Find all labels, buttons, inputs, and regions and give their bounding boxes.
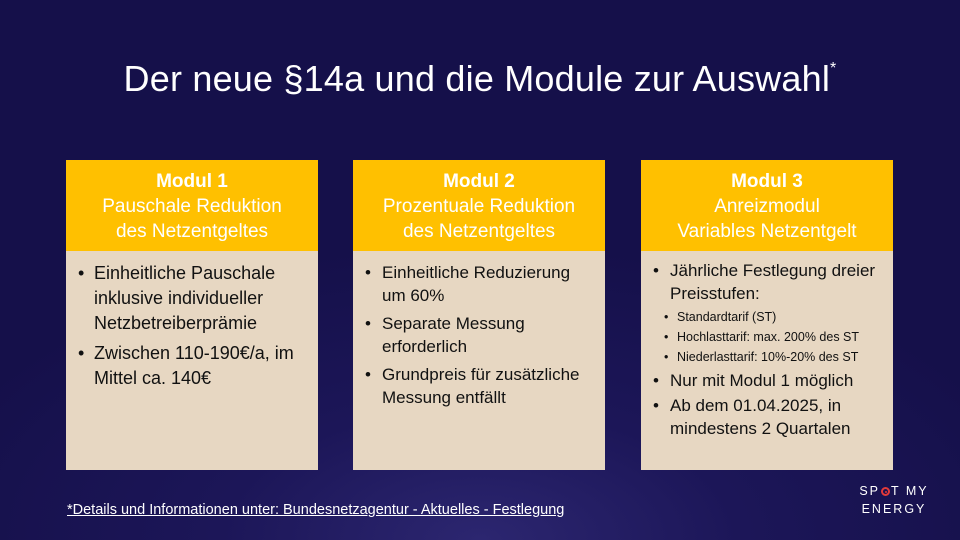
module-subtitle-line2: des Netzentgeltes: [402, 221, 556, 242]
module-subtitle-line1: Pauschale Reduktion: [102, 196, 282, 217]
module-card-3: [641, 160, 893, 470]
slide-title-text: Der neue §14a und die Module zur Auswahl: [123, 58, 831, 99]
sub-bullet-item: • Niederlasttarif: 10%-20% des ST: [653, 347, 883, 367]
target-icon: [881, 487, 890, 496]
module-heading: Modul 1: [156, 171, 228, 192]
module-heading: Modul 3: [731, 171, 803, 192]
module-card-header: [66, 160, 318, 251]
module-card-header: [353, 160, 605, 251]
module-subtitle-line2: Variables Netzentgelt: [677, 221, 857, 242]
module-card-body: [353, 251, 605, 409]
footnote-link[interactable]: *Details und Informationen unter: Bundesnetzagentur - Aktuelles - Festlegung: [67, 502, 565, 518]
sub-bullet-item: • Hochlasttarif: max. 200% des ST: [653, 327, 883, 347]
bullet-text: Jährliche Festlegung dreier Preisstufen:: [670, 261, 876, 303]
module-heading: Modul 2: [443, 171, 515, 192]
module-card-body: [66, 251, 318, 391]
sub-bullet-item: • Standardtarif (ST): [653, 307, 883, 327]
bullet-item: • Ab dem 01.04.2025, in mindestens 2 Quartalen: [653, 394, 883, 440]
logo-text-part: T MY: [891, 484, 929, 498]
bullet-item: • Separate Messung erforderlich: [365, 312, 595, 358]
bullet-list: [78, 261, 308, 391]
module-card-2: [353, 160, 605, 470]
logo-line-2: ENERGY: [861, 502, 927, 516]
title-asterisk: *: [830, 60, 837, 77]
logo-text-part: SP: [859, 484, 881, 498]
module-subtitle-line1: Anreizmodul: [714, 196, 820, 217]
bullet-item: • Einheitliche Pauschale inklusive individueller Netzbetreiberprämie: [78, 261, 308, 336]
logo-line-1: [852, 482, 936, 500]
bullet-list: [653, 259, 883, 440]
bullet-item: [653, 259, 883, 305]
module-card-header: [641, 160, 893, 251]
module-card-body: [641, 251, 893, 440]
bullet-item: • Zwischen 110-190€/a, im Mittel ca. 140€: [78, 341, 308, 391]
spot-my-energy-logo: [852, 482, 936, 518]
module-subtitle-line2: des Netzentgeltes: [115, 221, 269, 242]
bullet-item: • Grundpreis für zusätzliche Messung entfällt: [365, 363, 595, 409]
module-card-1: [66, 160, 318, 470]
bullet-item: • Einheitliche Reduzierung um 60%: [365, 261, 595, 307]
slide-title: [0, 58, 960, 100]
module-subtitle-line1: Prozentuale Reduktion: [382, 196, 576, 217]
bullet-item: • Nur mit Modul 1 möglich: [653, 369, 883, 392]
bullet-list: [365, 261, 595, 409]
